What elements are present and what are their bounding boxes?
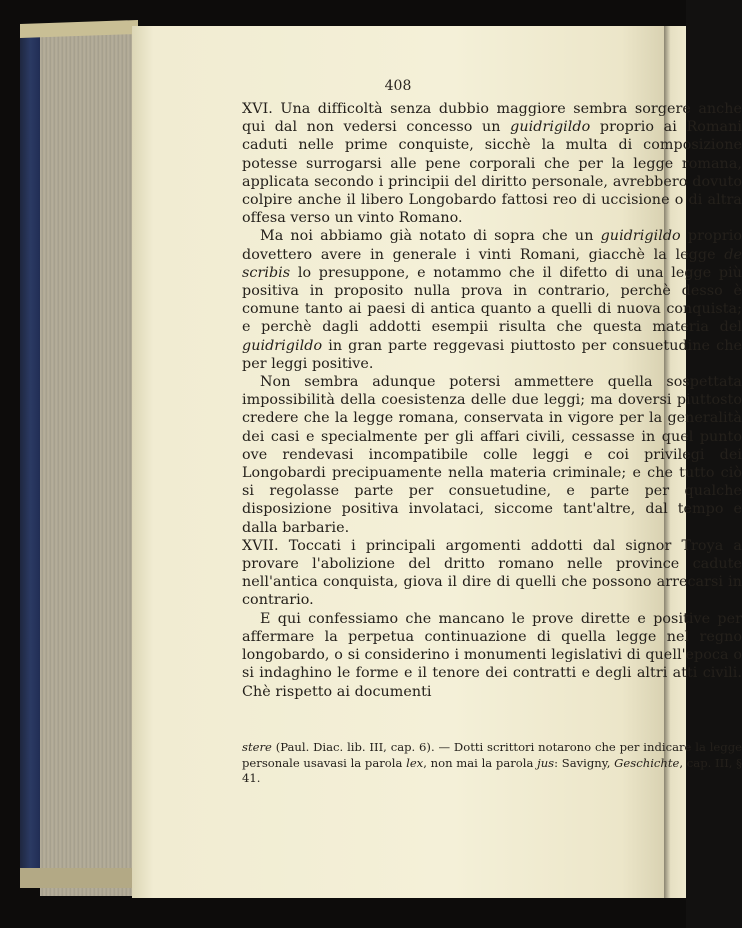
footnote: [242, 740, 742, 787]
paragraph: Ma noi abbiamo già notato di sopra che un guidrigildo proprio dovettero avere in generale i vinti Romani, giacchè la legge de scribis lo presuppone, e notammo che il difetto di una legge più positiva in proposito nulla prova in contrario, perchè desso è comune tanto ai paesi di antica quanto a quelli di nuova conquista; e perchè dagli addotti esempii risulta che questa materia del guidrigildo in gran parte reggevasi piuttosto per consuetudine che per leggi positive.: [242, 228, 742, 372]
page-number: 408: [384, 78, 412, 94]
paragraph-section-xvii: XVII. Toccati i principali argomenti addotti dal signor Troya a provare l'abolizione del dritto romano nelle province cadute nell'antica conquista, giova il dire di quelli che possono arrecarsi in contrario.: [242, 537, 742, 609]
body-text: [242, 100, 742, 701]
italic-term: lex: [406, 755, 424, 770]
italic-term: guidrigildo: [600, 228, 681, 245]
paragraph: Non sembra adunque potersi ammettere quella sospettata impossibilità della coesistenza delle due leggi; ma doversi piuttosto credere che la legge romana, conservata in vigore per la generalità dei casi e specialmente per gli affari civili, cessasse in quel punto ove rendevasi incompatibile colle leggi e coi privilegi dei Longobardi precipuamente nella materia criminale; e che tutto ciò si regolasse parte per consuetudine, e parte per qualche disposizione positiva involataci, siccome tant'altre, dal tempo e dalla barbarie.: [242, 374, 742, 536]
book-page: [132, 26, 742, 898]
page-fore-edge: [40, 28, 132, 896]
italic-term: jus: [537, 755, 555, 770]
italic-term: guidrigildo: [242, 337, 323, 354]
italic-term: de scribis: [242, 246, 742, 281]
italic-term: Geschichte: [614, 755, 680, 770]
footnote-text: stere (Paul. Diac. lib. III, cap. 6). — Dotti scrittori notarono che per indicare la legge personale usavasi la parola lex, non mai la parola jus: Savigny, Geschichte, cap. III, § 41.: [242, 740, 742, 785]
paragraph: E qui confessiamo che mancano le prove dirette e positive per affermare la perpetua continuazione di quella legge nel regno longobardo, o si considerino i monumenti legislativi di quell'epoca o si indaghino le forme e il tenore dei contratti e degli altri atti civili. Chè rispetto ai documenti: [242, 610, 742, 700]
italic-term: stere: [242, 740, 272, 754]
paragraph-section-xvi: XVI. Una difficoltà senza dubbio maggiore sembra sorgere anche qui dal non vedersi concesso un guidrigildo proprio ai Romani caduti nelle prime conquiste, sicchè la multa di composizione potesse surrogarsi alle pene corporali che per la legge romana, applicata secondo i principii del diritto personale, avrebbero dovuto colpire anche il libero Longobardo fattosi reo di uccisione o di altra offesa verso un vinto Romano.: [242, 101, 742, 227]
italic-term: guidrigildo: [510, 119, 591, 136]
cover-bottom-edge: [20, 868, 138, 888]
